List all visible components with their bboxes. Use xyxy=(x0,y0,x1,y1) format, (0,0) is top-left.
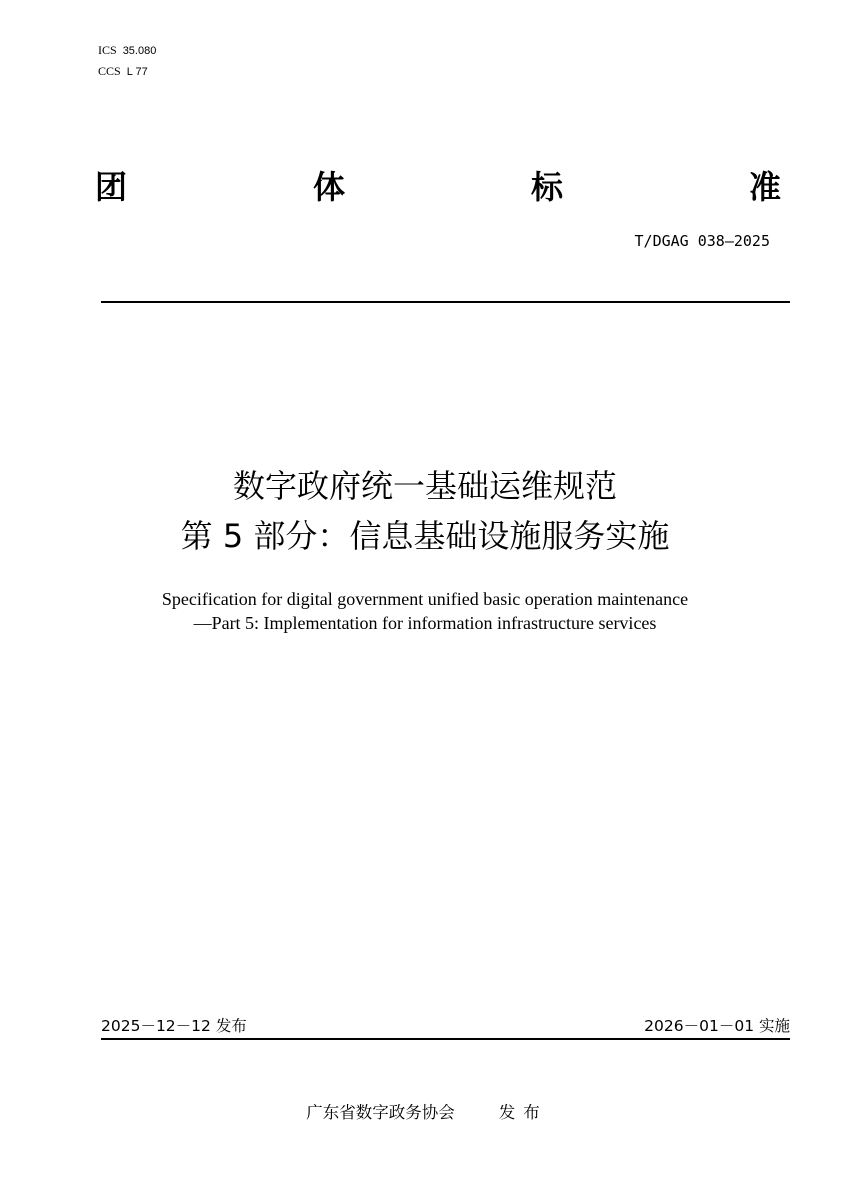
standard-type-char: 标 xyxy=(530,168,563,206)
title-en-line1: Specification for digital government unified basic operation maintenance xyxy=(161,589,689,609)
ccs-code xyxy=(98,63,148,80)
ics-value: 35.080 xyxy=(122,45,157,57)
publisher-action xyxy=(495,1103,544,1122)
standard-type-char: 团 xyxy=(95,168,128,206)
publisher-action-char: 发 xyxy=(498,1103,516,1122)
publisher-name: 广东省数字政务协会 xyxy=(306,1103,455,1122)
standard-type-heading xyxy=(95,160,781,210)
ics-code xyxy=(98,42,156,59)
title-en-line2: —Part 5: Implementation for information infrastructure services xyxy=(193,613,657,633)
ccs-value: L 77 xyxy=(126,66,148,78)
bottom-divider xyxy=(101,1038,790,1040)
title-cn-line2: 第 5 部分：信息基础设施服务实施 xyxy=(180,517,670,555)
standard-number: T/DGAG 038—2025 xyxy=(634,232,770,250)
publisher-line xyxy=(0,1099,850,1123)
standard-type-char: 准 xyxy=(748,168,781,206)
title-cn-line1: 数字政府统一基础运维规范 xyxy=(232,467,617,505)
ics-label: ICS xyxy=(98,43,117,57)
publish-date: 2025－12－12 发布 xyxy=(101,1017,247,1035)
publisher-action-char: 布 xyxy=(523,1103,540,1122)
standard-type-char: 体 xyxy=(312,168,345,206)
implement-date: 2026－01－01 实施 xyxy=(644,1017,790,1035)
ccs-label: CCS xyxy=(98,64,121,78)
top-divider xyxy=(101,301,790,303)
